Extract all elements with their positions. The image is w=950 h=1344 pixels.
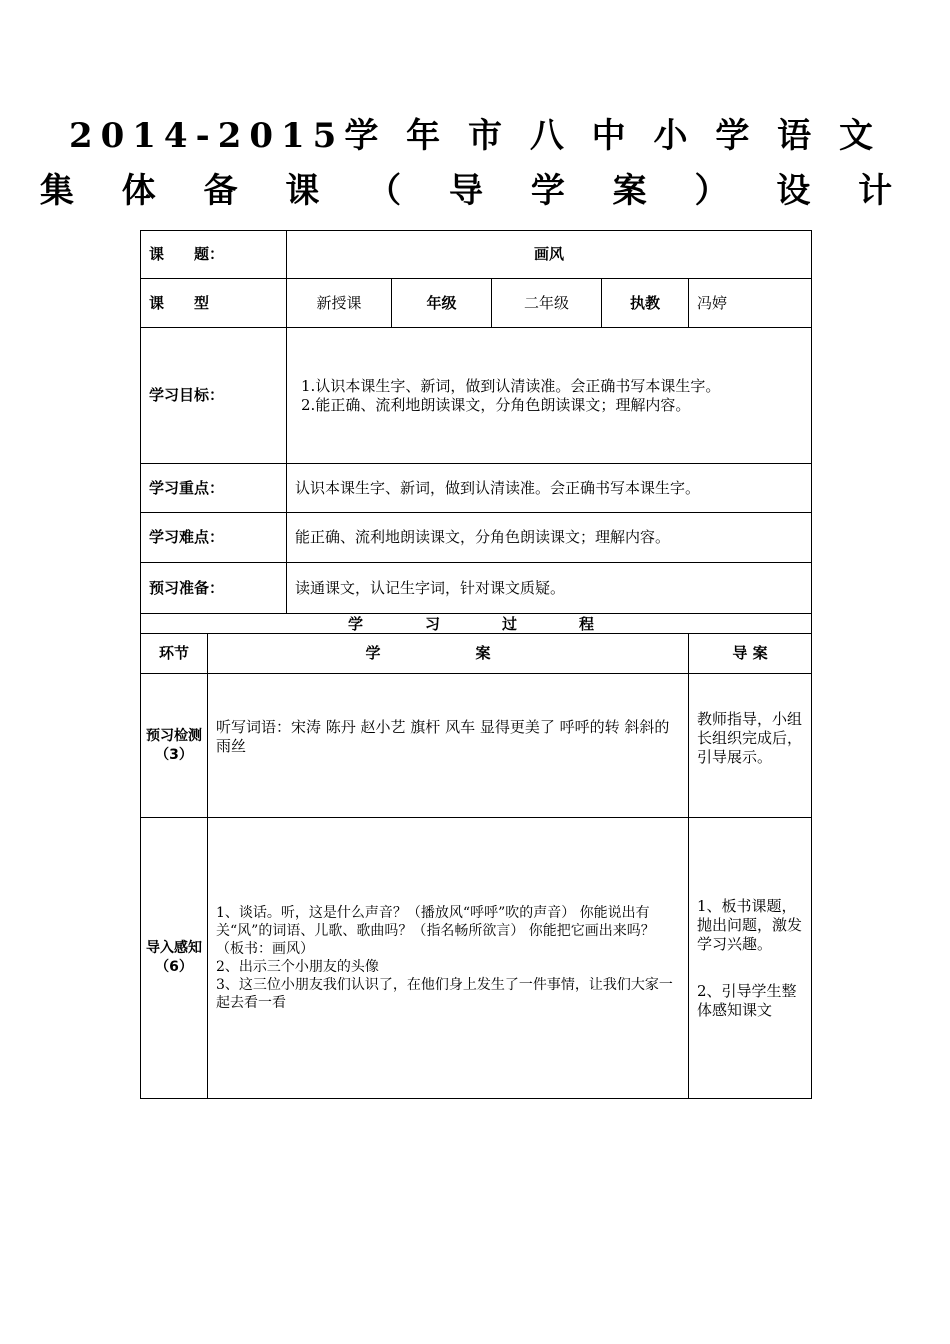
topic-label: 课 题：: [141, 231, 287, 279]
guide-preview: [689, 674, 812, 818]
focus-value: 认识本课生字、新词，做到认清读准。会正确书写本课生字。: [287, 464, 812, 513]
guide-intro-line-1: 1、板书课题，抛出问题，激发学习兴趣。: [697, 896, 803, 953]
learn-intro-line-3: 3、这三位小朋友我们认识了，在他们身上发生了一件事情，让我们大家一起去看一看: [216, 977, 673, 1011]
row-stage-intro: [141, 818, 812, 1099]
goal-value: [287, 328, 812, 464]
teacher-label: 执教: [602, 279, 689, 328]
process-heading: 学习过程: [141, 614, 812, 634]
col-stage-header: 环节: [141, 634, 208, 674]
learn-intro-line-1: 1、谈话。听，这是什么声音？（播放风“呼呼”吹的声音） 你能说出有关“风”的词语、儿歌、歌曲吗？（指名畅所欲言） 你能把它画出来吗？（板书：画风）: [216, 905, 655, 957]
topic-value: 画风: [287, 231, 812, 279]
focus-label: 学习重点：: [141, 464, 287, 513]
stage-intro-label: 导入感知: [146, 940, 202, 956]
stage-preview-label: 预习检测: [146, 727, 202, 744]
goal-line-2: 2.能正确、流利地朗读课文，分角色朗读课文；理解内容。: [301, 395, 691, 414]
row-difficulty: [141, 513, 812, 563]
row-stage-preview: [141, 674, 812, 818]
prep-value: 读通课文，认记生字词，针对课文质疑。: [287, 563, 812, 614]
guide-preview-text: 教师指导，小组长组织完成后，引导展示。: [697, 710, 803, 766]
page-title-line-1: 2014-2015学 年 市 八 中 小 学 语 文: [68, 116, 882, 156]
difficulty-label: 学习难点：: [141, 513, 287, 563]
guide-intro-line-2: 2、引导学生整体感知课文: [697, 981, 797, 1019]
difficulty-value: 能正确、流利地朗读课文，分角色朗读课文；理解内容。: [287, 513, 812, 563]
stage-preview-num: （3）: [155, 746, 193, 763]
row-prep: [141, 563, 812, 614]
row-process-columns: [141, 634, 812, 674]
lesson-plan-table: [140, 230, 812, 1099]
row-process-heading: [141, 614, 812, 634]
learn-intro: [208, 818, 689, 1099]
type-value: 新授课: [287, 279, 392, 328]
row-focus: [141, 464, 812, 513]
col-guide-header: 导 案: [689, 634, 812, 674]
goal-label: 学习目标：: [141, 328, 287, 464]
prep-label: 预习准备：: [141, 563, 287, 614]
row-type: [141, 279, 812, 328]
learn-intro-line-2: 2、出示三个小朋友的头像: [216, 959, 379, 975]
row-goals: [141, 328, 812, 464]
stage-intro: [141, 818, 208, 1099]
learn-preview: [208, 674, 689, 818]
type-label: 课 型: [141, 279, 287, 328]
stage-intro-num: （6）: [155, 959, 193, 975]
goal-line-1: 1.认识本课生字、新词，做到认清读准。会正确书写本课生字。: [301, 376, 721, 395]
learn-preview-text: 听写词语：宋涛 陈丹 赵小艺 旗杆 风车 显得更美了 呼呼的转 斜斜的雨丝: [216, 718, 670, 755]
page-title-line-2: 集 体 备 课 （ 导 学 案 ） 设 计: [39, 171, 911, 211]
col-learn-header: 学 案: [208, 634, 689, 674]
stage-preview: [141, 674, 208, 818]
grade-value: 二年级: [492, 279, 602, 328]
grade-label: 年级: [392, 279, 492, 328]
guide-intro: [689, 818, 812, 1099]
row-topic: [141, 231, 812, 279]
teacher-value: 冯婷: [689, 279, 812, 328]
